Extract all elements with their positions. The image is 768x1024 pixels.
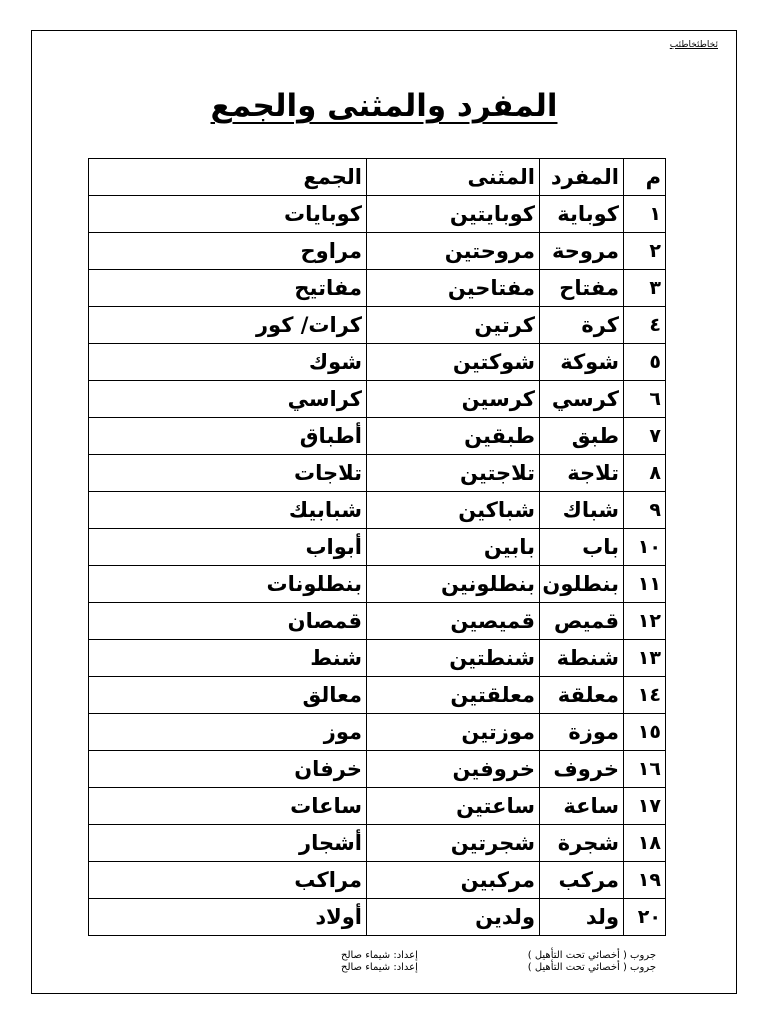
row-dual: مفتاحين: [367, 270, 540, 307]
row-singular: معلقة: [540, 677, 624, 714]
row-plural: أشجار: [89, 825, 367, 862]
row-singular: موزة: [540, 714, 624, 751]
row-singular: كرة: [540, 307, 624, 344]
footer-group: [528, 950, 656, 974]
table-row: [89, 196, 666, 233]
row-dual: كوبايتين: [367, 196, 540, 233]
row-singular: قميص: [540, 603, 624, 640]
row-num: ١٥: [624, 714, 666, 751]
header-dual: المثنى: [367, 159, 540, 196]
row-plural: شنط: [89, 640, 367, 677]
row-plural: شوك: [89, 344, 367, 381]
row-singular: ولد: [540, 899, 624, 936]
row-plural: موز: [89, 714, 367, 751]
row-singular: شباك: [540, 492, 624, 529]
table-row: [89, 381, 666, 418]
row-singular: تلاجة: [540, 455, 624, 492]
row-num: ٥: [624, 344, 666, 381]
row-num: ١٨: [624, 825, 666, 862]
row-num: ٨: [624, 455, 666, 492]
page-title: [0, 88, 768, 124]
row-num: ٣: [624, 270, 666, 307]
table-row: [89, 455, 666, 492]
row-num: ٦: [624, 381, 666, 418]
row-singular: ساعة: [540, 788, 624, 825]
row-num: ٤: [624, 307, 666, 344]
row-num: ١٢: [624, 603, 666, 640]
row-singular: شوكة: [540, 344, 624, 381]
row-plural: مفاتيح: [89, 270, 367, 307]
table-row: [89, 825, 666, 862]
row-singular: كوباية: [540, 196, 624, 233]
row-dual: كرتين: [367, 307, 540, 344]
table-row: [89, 677, 666, 714]
row-plural: كرات/ كور: [89, 307, 367, 344]
table-row: [89, 640, 666, 677]
table-row: [89, 788, 666, 825]
row-singular: بنطلون: [540, 566, 624, 603]
row-dual: شباكين: [367, 492, 540, 529]
row-dual: بنطلونين: [367, 566, 540, 603]
footer-prepared-by-line: إعداد: شيماء صالح: [341, 950, 418, 961]
row-singular: كرسي: [540, 381, 624, 418]
row-num: ١٤: [624, 677, 666, 714]
table-row: [89, 862, 666, 899]
row-plural: كوبايات: [89, 196, 367, 233]
row-plural: شبابيك: [89, 492, 367, 529]
row-dual: معلقتين: [367, 677, 540, 714]
footer-prepared-by: [341, 950, 418, 974]
row-dual: شوكتين: [367, 344, 540, 381]
table-row: [89, 566, 666, 603]
table-row: [89, 751, 666, 788]
row-plural: مراوح: [89, 233, 367, 270]
row-singular: خروف: [540, 751, 624, 788]
row-singular: شنطة: [540, 640, 624, 677]
row-plural: أبواب: [89, 529, 367, 566]
row-dual: تلاجتين: [367, 455, 540, 492]
row-num: ١٣: [624, 640, 666, 677]
row-dual: كرسين: [367, 381, 540, 418]
row-plural: تلاجات: [89, 455, 367, 492]
row-dual: طبقين: [367, 418, 540, 455]
row-num: ٢: [624, 233, 666, 270]
row-dual: شجرتين: [367, 825, 540, 862]
row-dual: شنطتين: [367, 640, 540, 677]
row-plural: كراسي: [89, 381, 367, 418]
row-singular: باب: [540, 529, 624, 566]
row-num: ١٦: [624, 751, 666, 788]
table-row: [89, 307, 666, 344]
table-row: [89, 344, 666, 381]
row-dual: مروحتين: [367, 233, 540, 270]
header-note: ئخاطئخاطئب: [669, 40, 718, 50]
row-dual: بابين: [367, 529, 540, 566]
row-plural: ساعات: [89, 788, 367, 825]
row-dual: قميصين: [367, 603, 540, 640]
row-plural: خرفان: [89, 751, 367, 788]
row-num: ٧: [624, 418, 666, 455]
row-dual: موزتين: [367, 714, 540, 751]
header-num: م: [624, 159, 666, 196]
footer-group-line: جروب ( أخصائي تحت التأهيل ): [527, 950, 656, 961]
row-num: ١١: [624, 566, 666, 603]
row-plural: مراكب: [89, 862, 367, 899]
table-row: [89, 603, 666, 640]
page-title-text: المفرد والمثنى والجمع: [210, 88, 558, 124]
footer-prepared-by-line: إعداد: شيماء صالح: [341, 962, 418, 973]
footer-group-line: جروب ( أخصائي تحت التأهيل ): [527, 962, 656, 973]
table-row: [89, 492, 666, 529]
header-plural: الجمع: [89, 159, 367, 196]
row-singular: طبق: [540, 418, 624, 455]
row-num: ٩: [624, 492, 666, 529]
words-table: [88, 158, 666, 936]
row-plural: معالق: [89, 677, 367, 714]
table-row: [89, 529, 666, 566]
table-row: [89, 233, 666, 270]
row-num: ٢٠: [624, 899, 666, 936]
table-row: [89, 270, 666, 307]
table-row: [89, 714, 666, 751]
row-singular: مروحة: [540, 233, 624, 270]
row-dual: خروفين: [367, 751, 540, 788]
row-dual: مركبين: [367, 862, 540, 899]
row-num: ١: [624, 196, 666, 233]
row-singular: مركب: [540, 862, 624, 899]
row-num: ١٩: [624, 862, 666, 899]
row-plural: قمصان: [89, 603, 367, 640]
table-row: [89, 899, 666, 936]
row-num: ١٧: [624, 788, 666, 825]
row-dual: ساعتين: [367, 788, 540, 825]
row-plural: بنطلونات: [89, 566, 367, 603]
row-num: ١٠: [624, 529, 666, 566]
header-singular: المفرد: [540, 159, 624, 196]
table-header-row: [89, 159, 666, 196]
row-dual: ولدين: [367, 899, 540, 936]
row-singular: مفتاح: [540, 270, 624, 307]
row-singular: شجرة: [540, 825, 624, 862]
row-plural: أولاد: [89, 899, 367, 936]
row-plural: أطباق: [89, 418, 367, 455]
table-row: [89, 418, 666, 455]
